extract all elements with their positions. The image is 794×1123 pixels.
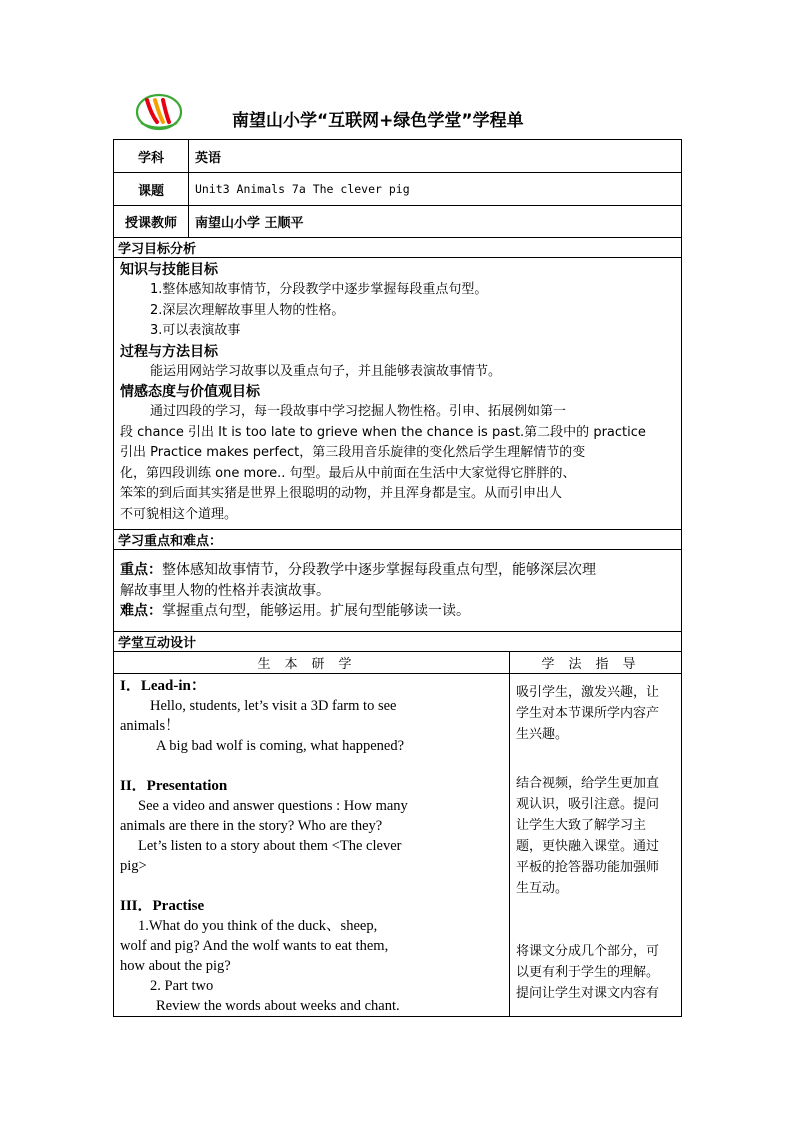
difficult-label: 难点： — [120, 603, 162, 619]
practise-heading: III．Practise — [120, 898, 205, 914]
page-header — [130, 92, 690, 136]
guide-content — [510, 674, 682, 1017]
knowledge-title: 知识与技能目标 — [120, 262, 218, 278]
practise-line: 1.What do you think of the duck、sheep, — [138, 918, 378, 934]
topic-row — [114, 173, 682, 206]
guide-line: 平板的抢答器功能加强师 — [516, 860, 660, 875]
emotion-line: 通过四段的学习，每一段故事中学习挖掘人物性格。引申、拓展例如第一 — [150, 404, 567, 419]
presentation-line: pig> — [120, 858, 147, 874]
knowledge-item: 2.深层次理解故事里人物的性格。 — [150, 302, 345, 318]
keypoints-section-title: 学习重点和难点： — [114, 530, 682, 550]
lead-in-line: Hello, students, let’s visit a 3D farm to see — [150, 698, 397, 714]
subject-label: 学科 — [114, 140, 189, 173]
guide-line: 生互动。 — [516, 881, 569, 896]
guide-line: 以更有利于学生的理解。 — [516, 965, 660, 980]
key-line: 解故事里人物的性格并表演故事。 — [120, 582, 330, 599]
study-content — [114, 674, 510, 1017]
lead-in-line: A big bad wolf is coming, what happened? — [156, 738, 405, 754]
lead-in-heading: I．Lead-in： — [120, 678, 206, 694]
guide-line: 生兴趣。 — [516, 727, 569, 742]
key-line: 整体感知故事情节，分段教学中逐步掌握每段重点句型，能够深层次理 — [162, 562, 596, 578]
keypoints-content — [114, 550, 682, 632]
presentation-line: See a video and answer questions : How many — [138, 798, 408, 814]
subject-value: 英语 — [189, 140, 682, 173]
presentation-heading: II．Presentation — [120, 778, 228, 794]
guide-line: 结合视频，给学生更加直 — [516, 776, 660, 791]
presentation-line: Let’s listen to a story about them <The clever — [138, 838, 402, 854]
process-text: 能运用网站学习故事以及重点句子，并且能够表演故事情节。 — [150, 363, 502, 379]
practise-line: wolf and pig? And the wolf wants to eat them, — [120, 938, 389, 954]
emotion-line: 段 chance 引出 It is too late to grieve when the chance is past.第二段中的 practice — [120, 424, 646, 440]
presentation-line: animals are there in the story? Who are they? — [120, 818, 383, 834]
lead-in-line: animals！ — [120, 718, 180, 734]
guide-line: 学生对本节课所学内容产 — [516, 706, 660, 721]
study-column-header: 生本研学 — [114, 652, 510, 674]
guide-line: 让学生大致了解学习主 — [516, 818, 647, 833]
key-label: 重点： — [120, 562, 162, 578]
knowledge-item: 1.整体感知故事情节，分段教学中逐步掌握每段重点句型。 — [150, 282, 488, 297]
emotion-line: 笨笨的到后面其实猪是世界上很聪明的动物，并且浑身都是宝。从而引申出人 — [120, 486, 563, 501]
guide-column-header: 学法指导 — [510, 652, 682, 674]
goals-section-title: 学习目标分析 — [114, 238, 682, 258]
goals-content — [114, 258, 682, 530]
teacher-row — [114, 206, 682, 238]
practise-line: Review the words about weeks and chant. — [156, 998, 400, 1014]
subject-row — [114, 140, 682, 173]
process-title: 过程与方法目标 — [120, 343, 218, 360]
guide-line: 将课文分成几个部分，可 — [516, 944, 660, 959]
lesson-sheet — [113, 139, 682, 1017]
guide-line: 题，更快融入课堂。通过 — [516, 839, 660, 854]
emotion-line: 化，第四段训练 one more.. 句型。最后从中前面在生活中大家觉得它胖胖的、 — [120, 465, 576, 481]
practise-line: 2. Part two — [150, 978, 214, 994]
topic-label: 课题 — [114, 173, 189, 206]
knowledge-item: 3.可以表演故事 — [150, 323, 241, 338]
emotion-line: 引出 Practice makes perfect，第三段用音乐旋律的变化然后学生理解情节的变 — [120, 445, 586, 460]
topic-value: Unit3 Animals 7a The clever pig — [189, 173, 682, 206]
guide-line: 观认识，吸引注意。提问 — [516, 797, 660, 812]
guide-line: 吸引学生，激发兴趣，让 — [516, 685, 660, 700]
emotion-line: 不可貌相这个道理。 — [120, 506, 238, 522]
teacher-label: 授课教师 — [114, 206, 189, 238]
teacher-value: 南望山小学 王顺平 — [189, 206, 682, 238]
page-title: 南望山小学“互联网+绿色学堂”学程单 — [232, 111, 524, 131]
interaction-section-title: 学堂互动设计 — [114, 632, 682, 652]
school-logo-icon — [135, 92, 183, 132]
difficult-text: 掌握重点句型，能够运用。扩展句型能够读一读。 — [162, 603, 470, 619]
emotion-title: 情感态度与价值观目标 — [120, 384, 260, 400]
practise-line: how about the pig? — [120, 958, 231, 974]
guide-line: 提问让学生对课文内容有 — [516, 986, 660, 1001]
